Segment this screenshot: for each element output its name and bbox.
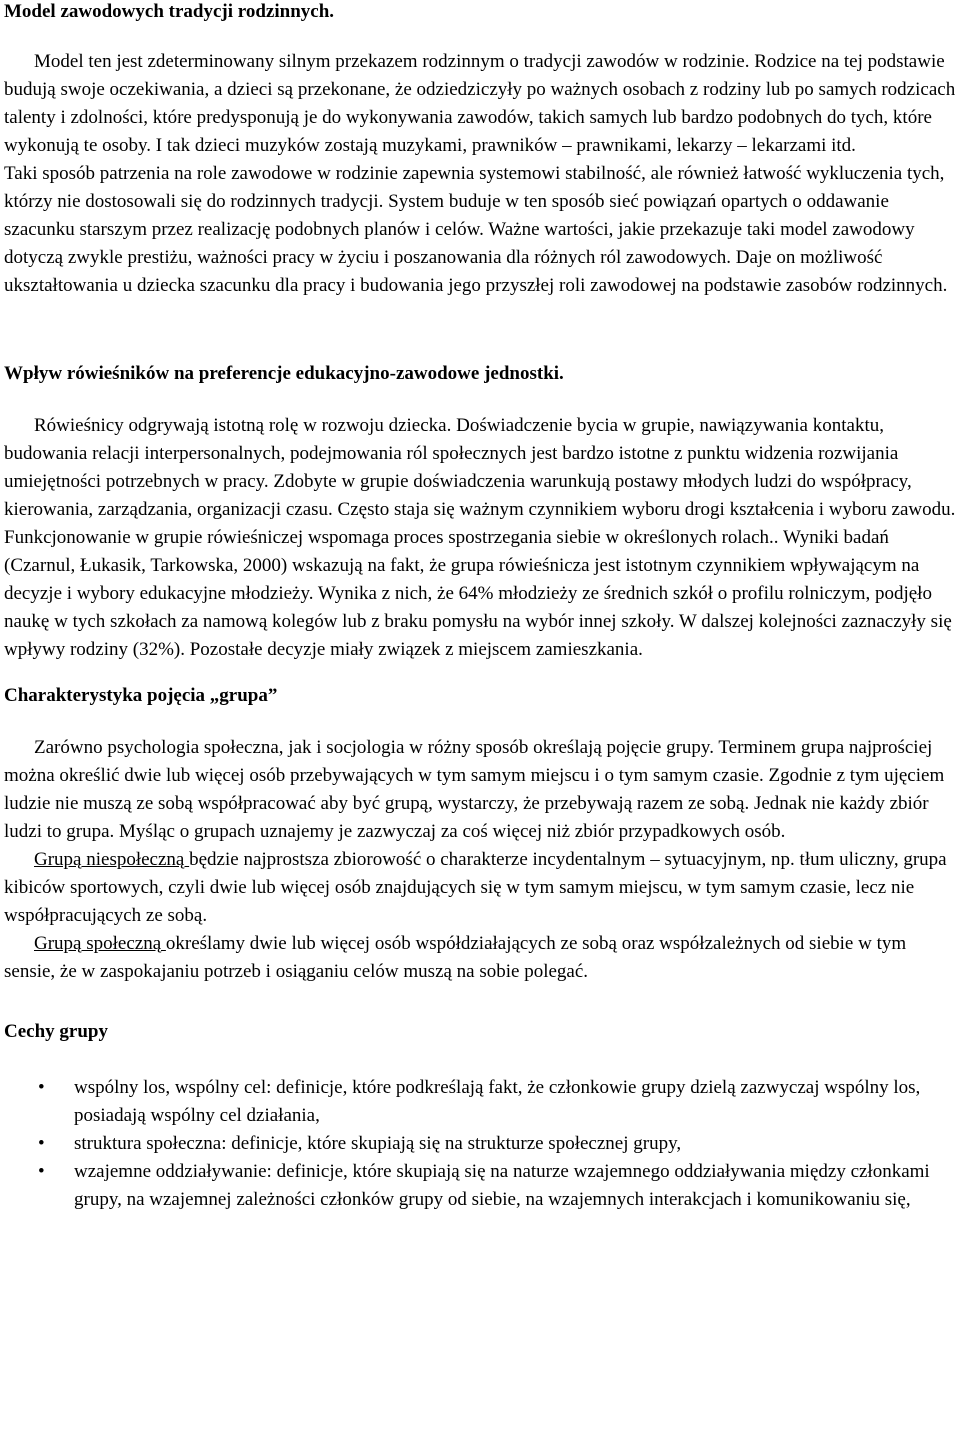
- paragraph-family-tradition-1: Model ten jest zdeterminowany silnym przekazem rodzinnym o tradycji zawodów w rodzinie. Rodzice na tej podstawie budują swoje oczekiwania, a dzieci są przekonane, że odziedziczyły po ważnych osobach z rodziny lub po samych rodzicach talenty i zdolności, które predysponują je do wykonywania zawodów, takich samych lub bardzo podobnych do tych, które wykonują te osoby. I tak dzieci muzyków zostają muzykami, prawników – prawnikami, lekarzy – lekarzami itd.: [4, 51, 956, 156]
- term-social-group: Grupą społeczną: [34, 933, 166, 954]
- list-item: [4, 1074, 956, 1130]
- list-item: [4, 1130, 956, 1158]
- section-title-peer-influence: Wpływ rówieśników na preferencje edukacyjno-zawodowe jednostki.: [4, 363, 564, 384]
- paragraph-peer-influence: Rówieśnicy odgrywają istotną rolę w rozwoju dziecka. Doświadczenie bycia w grupie, nawiązywania kontaktu, budowania relacji interpersonalnych, podejmowania ról społecznych jest bardzo istotne z punktu widzenia rozwijania umiejętności potrzebnych w pracy. Zdobyte w grupie doświadczenia warunkują postawy młodych ludzi do współpracy, kierowania, zarządzania, organizacji czasu. Często staja się ważnym czynnikiem wyboru drogi kształcenia i wyboru zawodu. Funkcjonowanie w grupie rówieśniczej wspomaga proces spostrzegania siebie w określonych rolach.. Wyniki badań (Czarnul, Łukasik, Tarkowska, 2000) wskazują na fakt, że grupa rówieśnicza jest istotnym czynnikiem wpływającym na decyzje i wybory edukacyjne młodzieży. Wynika z nich, że 64% młodzieży ze średnich szkół o profilu rolniczym, podjęło naukę w tych szkołach za namową kolegów lub z braku pomysłu na wybór innej szkoły. W dalszej kolejności zaznaczyły się wpływy rodziny (32%). Pozostałe decyzje miały związek z miejscem zamieszkania.: [4, 415, 956, 660]
- section-title-group-features: Cechy grupy: [4, 1021, 108, 1042]
- section-title-group-concept: Charakterystyka pojęcia „grupa”: [4, 685, 278, 706]
- paragraph-social-group: [4, 930, 956, 986]
- definition-non-social-group: będzie najprostsza zbiorowość o charakterze incydentalnym – sytuacyjnym, np. tłum uliczny, grupa kibiców sportowych, czyli dwie lub więcej osób znajdujących się w tym samym miejscu, w tym samym czasie, lecz nie współpracujących ze sobą.: [4, 849, 947, 926]
- list-item: [4, 1158, 956, 1214]
- definition-social-group: określamy dwie lub więcej osób współdziałających ze sobą oraz współzależnych od siebie w tym sensie, że w zaspokajaniu potrzeb i osiąganiu celów muszą na sobie polegać.: [4, 933, 907, 982]
- group-features-list: [4, 1074, 956, 1214]
- list-item-text: struktura społeczna: definicje, które skupiają się na strukturze społecznej grupy,: [74, 1133, 682, 1154]
- term-non-social-group: Grupą niespołeczną: [34, 849, 190, 870]
- bullet-icon: •: [38, 1133, 45, 1154]
- paragraph-non-social-group: [4, 846, 956, 930]
- list-item-text: wspólny los, wspólny cel: definicje, które podkreślają fakt, że członkowie grupy dzielą zazwyczaj wspólny los, posiadają wspólny cel działania,: [74, 1077, 921, 1126]
- list-item-text: wzajemne oddziaływanie: definicje, które skupiają się na naturze wzajemnego oddziaływania między członkami grupy, na wzajemnej zależności członków grupy od siebie, na wzajemnych interakcjach i komunikowaniu się,: [74, 1161, 930, 1210]
- section-title-family-tradition: Model zawodowych tradycji rodzinnych.: [4, 1, 335, 22]
- bullet-icon: •: [38, 1161, 45, 1182]
- paragraph-family-tradition-2: Taki sposób patrzenia na role zawodowe w rodzinie zapewnia systemowi stabilność, ale również łatwość wykluczenia tych, którzy nie dostosowali się do rodzinnych tradycji. System buduje w ten sposób sieć powiązań opartych o oddawanie szacunku starszym przez realizację podobnych planów i celów. Ważne wartości, jakie przekazuje taki model zawodowy dotyczą zwykle prestiżu, ważności pracy w życiu i poszanowania dla różnych ról zawodowych. Daje on możliwość ukształtowania u dziecka szacunku dla pracy i budowania jego przyszłej roli zawodowej na podstawie zasobów rodzinnych.: [4, 163, 948, 296]
- bullet-icon: •: [38, 1077, 45, 1098]
- paragraph-group-concept-1: Zarówno psychologia społeczna, jak i socjologia w różny sposób określają pojęcie grupy. Terminem grupa najprościej można określić dwie lub więcej osób przebywających w tym samym miejscu i o tym samym czasie. Zgodnie z tym ujęciem ludzie nie muszą ze sobą współpracować aby być grupą, wystarczy, że przebywają razem ze sobą. Jednak nie każdy zbiór ludzi to grupa. Myśląc o grupach uznajemy je zazwyczaj za coś więcej niż zbiór przypadkowych osób.: [4, 737, 945, 842]
